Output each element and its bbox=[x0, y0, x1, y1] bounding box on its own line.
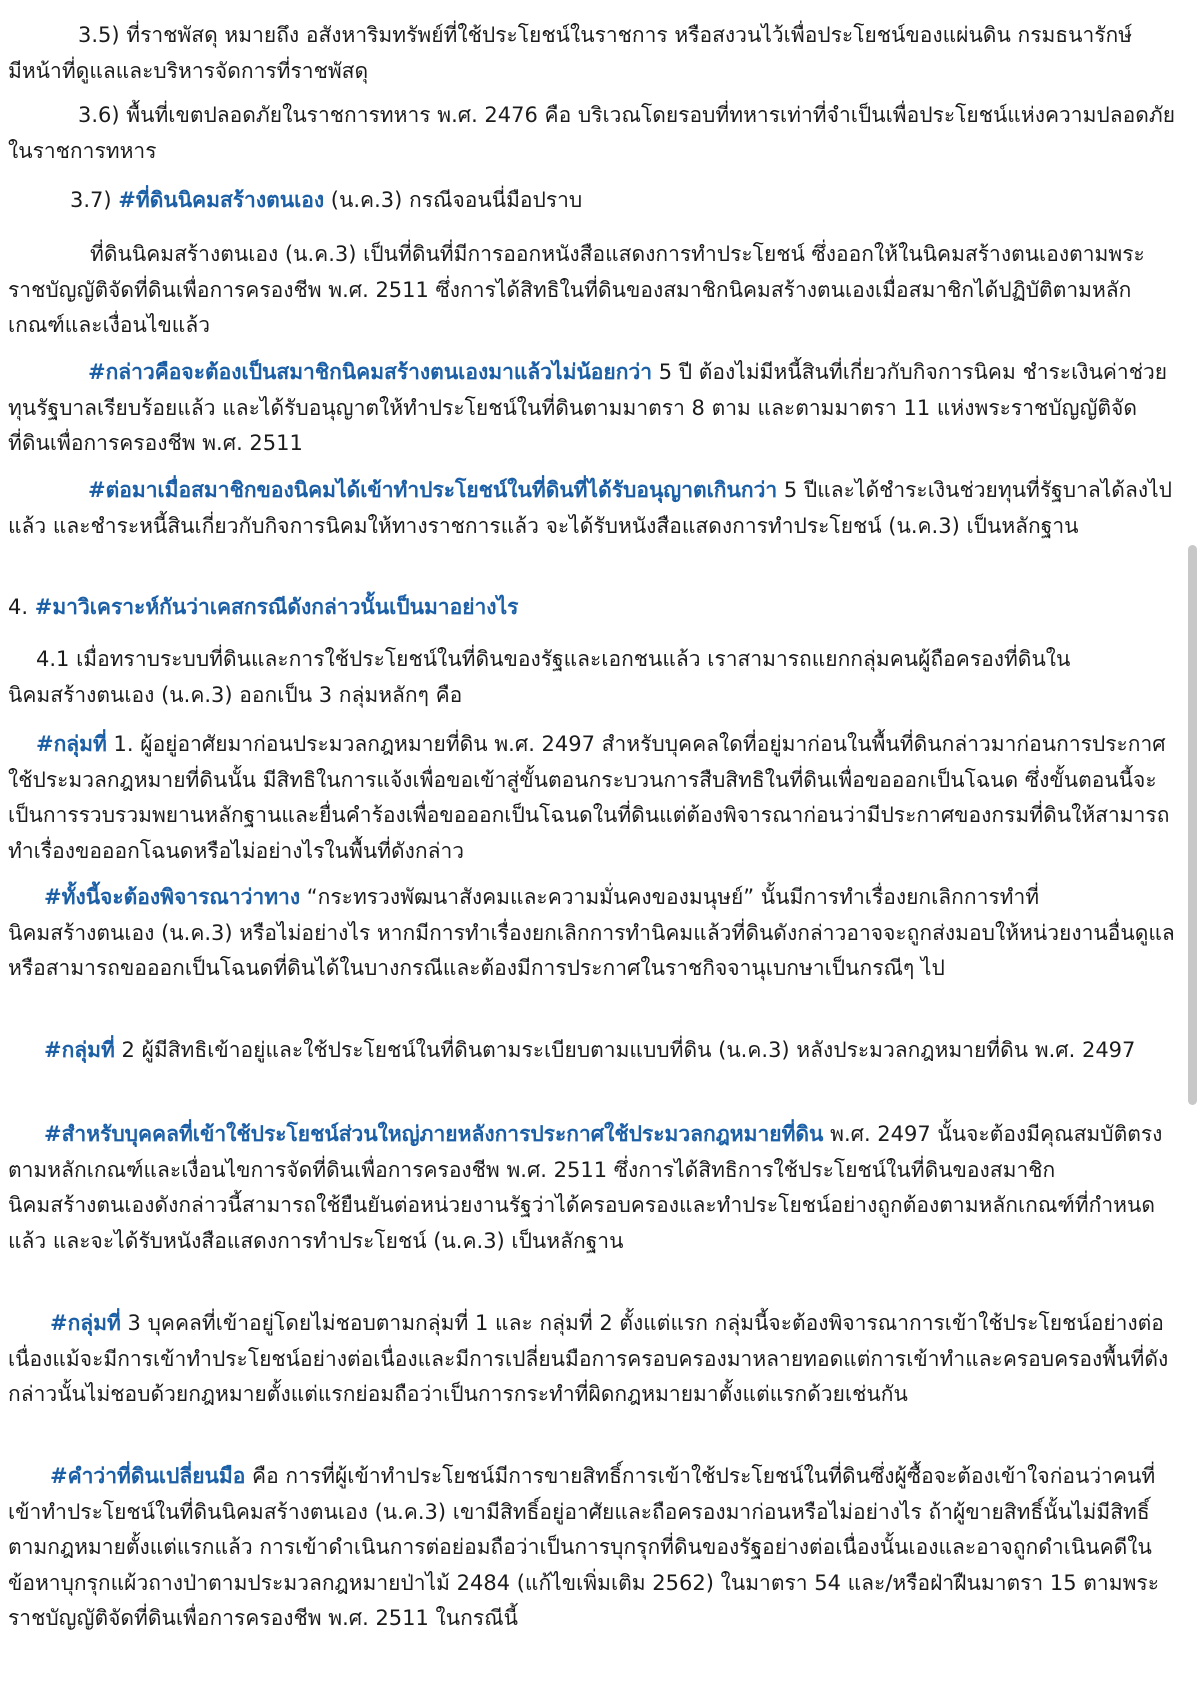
paragraph-text: คือ การที่ผู้เข้าทำประโยชน์มีการขายสิทธิ์การเข้าใช้ประโยชน์ในที่ดินซึ่งผู้ซื้อจะต้องเข้าใจก่อนว่าคนที่เข้าทำประโยชน์ในที่ดินนิคมสร้างตนเอง (น.ค.3) เขามีสิทธิ์อยู่อาศัยและถือครองมาก่อนหรือไม่อย่างไร ถ้าผู้ขายสิทธิ์นั้นไม่มีสิทธิ์ตามกฎหมายตั้งแต่แรกแล้ว การเข้าดำเนินการต่อย่อมถือว่าเป็นการบุกรุกที่ดินของรัฐอย่างต่อเนื่องนั้นเองและอาจถูกดำเนินคดีในข้อหาบุกรุกแผ้วถางป่าตามประมวลกฎหมายป่าไม้ 2484 (แก้ไขเพิ่มเติม 2562) ในมาตรา 54 และ/หรือฝ่าฝืนมาตรา 15 ตามพระราชบัญญัติจัดที่ดินเพื่อการครองชีพ พ.ศ. 2511 ในกรณีนี้ bbox=[8, 1464, 1159, 1630]
paragraph-text: (น.ค.3) กรณีจอนนี่มือปราบ bbox=[324, 188, 583, 212]
paragraph-group-1 bbox=[8, 727, 1176, 869]
paragraph-text: 4.1 เมื่อทราบระบบที่ดินและการใช้ประโยชน์ในที่ดินของรัฐและเอกชนแล้ว เราสามารถแยกกลุ่มคนผู้ถือครองที่ดินในนิคมสร้างตนเอง (น.ค.3) ออกเป็น 3 กลุ่มหลักๆ คือ bbox=[8, 647, 1071, 707]
paragraph-text: 1. ผู้อยู่อาศัยมาก่อนประมวลกฎหมายที่ดิน พ.ศ. 2497 สำหรับบุคคลใดที่อยู่มาก่อนในพื้นที่ดินกล่าวมาก่อนการประกาศใช้ประมวลกฎหมายที่ดินนั้น มีสิทธิในการแจ้งเพื่อขอเข้าสู่ขั้นตอนกระบวนการสืบสิทธิในที่ดินเพื่อขอออกเป็นโฉนด ซึ่งขั้นตอนนี้จะเป็นการรวบรวมพยานหลักฐานและยื่นคำร้องเพื่อขอออกเป็นโฉนดในที่ดินแต่ต้องพิจารณาก่อนว่ามีประกาศของกรมที่ดินให้สามารถทำเรื่องขอออกโฉนดหรือไม่อย่างไรในพื้นที่ดังกล่าว bbox=[8, 732, 1170, 863]
paragraph-text: 5 ปีและได้ชำระเงินช่วยทุนที่รัฐบาลได้ลงไปแล้ว และชำระหนี้สินเกี่ยวกับกิจการนิคมให้ทางราชการแล้ว จะได้รับหนังสือแสดงการทำประโยชน์ (น.ค.3) เป็นหลักฐาน bbox=[8, 478, 1172, 538]
paragraph-text: 3 บุคคลที่เข้าอยู่โดยไม่ชอบตามกลุ่มที่ 1 และ กลุ่มที่ 2 ตั้งแต่แรก กลุ่มนี้จะต้องพิจารณาการเข้าใช้ประโยชน์อย่างต่อเนื่องแม้จะมีการเข้าทำประโยชน์อย่างต่อเนื่องและมีการเปลี่ยนมือการครอบครองมาหลายทอดแต่การเข้าทำและครอบครองพื้นที่ดังกล่าวนั้นไม่ชอบด้วยกฎหมายตั้งแต่แรกย่อมถือว่าเป็นการกระทำที่ผิดกฎหมายมาตั้งแต่แรกด้วยเช่นกัน bbox=[8, 1311, 1169, 1406]
paragraph-text: ที่ดินนิคมสร้างตนเอง (น.ค.3) เป็นที่ดินที่มีการออกหนังสือแสดงการทำประโยชน์ ซึ่งออกให้ในนิคมสร้างตนเองตามพระราชบัญญัติจัดที่ดินเพื่อการครองชีพ พ.ศ. 2511 ซึ่งการได้สิทธิในที่ดินของสมาชิกนิคมสร้างตนเองเมื่อสมาชิกได้ปฏิบัติตามหลักเกณฑ์และเงื่อนไขแล้ว bbox=[8, 242, 1145, 337]
paragraph-text: 5 ปี ต้องไม่มีหนี้สินที่เกี่ยวกับกิจการนิคม ชำระเงินค่าช่วยทุนรัฐบาลเรียบร้อยแล้ว และได้รับอนุญาตให้ทำประโยชน์ในที่ดินตามมาตรา 8 ตาม และตามมาตรา 11 แห่งพระราชบัญญัติจัดที่ดินเพื่อการครองชีพ พ.ศ. 2511 bbox=[8, 360, 1168, 455]
paragraph-ncs3-definition bbox=[8, 237, 1176, 344]
hashtag-link[interactable]: #ต่อมาเมื่อสมาชิกของนิคมได้เข้าทำประโยชน์ในที่ดินที่ได้รับอนุญาตเกินกว่า bbox=[88, 478, 778, 502]
paragraph-land-change-hands bbox=[8, 1459, 1176, 1637]
paragraph-text: พ.ศ. 2497 นั้นจะต้องมีคุณสมบัติตรงตามหลักเกณฑ์และเงื่อนไขการจัดที่ดินเพื่อการครองชีพ พ.ศ. 2511 ซึ่งการได้สิทธิการใช้ประโยชน์ในที่ดินของสมาชิกนิคมสร้างตนเองดังกล่าวนี้สามารถใช้ยืนยันต่อหน่วยงานรัฐว่าได้ครอบครองและทำประโยชน์อย่างถูกต้องตามหลักเกณฑ์ที่กำหนดแล้ว และจะได้รับหนังสือแสดงการทำประโยชน์ (น.ค.3) เป็นหลักฐาน bbox=[8, 1122, 1163, 1253]
scrollbar-thumb[interactable] bbox=[1188, 545, 1197, 1105]
paragraph-group-2 bbox=[8, 1033, 1176, 1069]
hashtag-link[interactable]: #กลุ่มที่ bbox=[50, 1311, 121, 1335]
hashtag-link[interactable]: #กลุ่มที่ bbox=[44, 1038, 115, 1062]
paragraph-4-1 bbox=[8, 642, 1176, 713]
paragraph-prefix: 3.7) bbox=[70, 188, 119, 212]
paragraph-3-6 bbox=[8, 98, 1176, 169]
paragraph-prefix: 4. bbox=[8, 595, 35, 619]
hashtag-link[interactable]: #ที่ดินนิคมสร้างตนเอง bbox=[118, 188, 325, 212]
paragraph-post-2497-users bbox=[8, 1117, 1176, 1259]
hashtag-link[interactable]: #มาวิเคราะห์กันว่าเคสกรณีดังกล่าวนั้นเป็นมาอย่างไร bbox=[34, 595, 519, 619]
paragraph-3-7 bbox=[8, 183, 1176, 219]
hashtag-link[interactable]: #กลุ่มที่ bbox=[36, 732, 107, 756]
section-heading-4 bbox=[8, 590, 1176, 626]
paragraph-text: 3.6) พื้นที่เขตปลอดภัยในราชการทหาร พ.ศ. 2476 คือ บริเวณโดยรอบที่ทหารเท่าที่จำเป็นเพื่อประโยชน์แห่งความปลอดภัยในราชการทหาร bbox=[8, 103, 1176, 163]
paragraph-text: 3.5) ที่ราชพัสดุ หมายถึง อสังหาริมทรัพย์ที่ใช้ประโยชน์ในราชการ หรือสงวนไว้เพื่อประโยชน์ของแผ่นดิน กรมธนารักษ์มีหน้าที่ดูแลและบริหารจัดการที่ราชพัสดุ bbox=[8, 23, 1133, 83]
paragraph-3-5 bbox=[8, 18, 1176, 89]
paragraph-ministry-consideration bbox=[8, 880, 1176, 987]
hashtag-link[interactable]: #สำหรับบุคคลที่เข้าใช้ประโยชน์ส่วนใหญ่ภายหลังการประกาศใช้ประมวลกฎหมายที่ดิน bbox=[44, 1122, 824, 1146]
paragraph-membership bbox=[8, 355, 1176, 462]
paragraph-later-members bbox=[8, 473, 1176, 544]
paragraph-group-3 bbox=[8, 1306, 1176, 1413]
vertical-scrollbar[interactable] bbox=[1182, 0, 1200, 1692]
hashtag-link[interactable]: #กล่าวคือจะต้องเป็นสมาชิกนิคมสร้างตนเองมาแล้วไม่น้อยกว่า bbox=[88, 360, 653, 384]
paragraph-text: 2 ผู้มีสิทธิเข้าอยู่และใช้ประโยชน์ในที่ดินตามระเบียบตามแบบที่ดิน (น.ค.3) หลังประมวลกฎหมายที่ดิน พ.ศ. 2497 bbox=[114, 1038, 1136, 1062]
paragraph-text: “กระทรวงพัฒนาสังคมและความมั่นคงของมนุษย์” นั้นมีการทำเรื่องยกเลิกการทำที่นิคมสร้างตนเอง (น.ค.3) หรือไม่อย่างไร หากมีการทำเรื่องยกเลิกการทำนิคมแล้วที่ดินดังกล่าวอาจจะถูกส่งมอบให้หน่วยงานอื่นดูแลหรือสามารถขอออกเป็นโฉนดที่ดินได้ในบางกรณีและต้องมีการประกาศในราชกิจจานุเบกษาเป็นกรณีๆ ไป bbox=[8, 885, 1175, 980]
hashtag-link[interactable]: #ทั้งนี้จะต้องพิจารณาว่าทาง bbox=[44, 885, 301, 909]
hashtag-link[interactable]: #คำว่าที่ดินเปลี่ยนมือ bbox=[50, 1464, 246, 1488]
